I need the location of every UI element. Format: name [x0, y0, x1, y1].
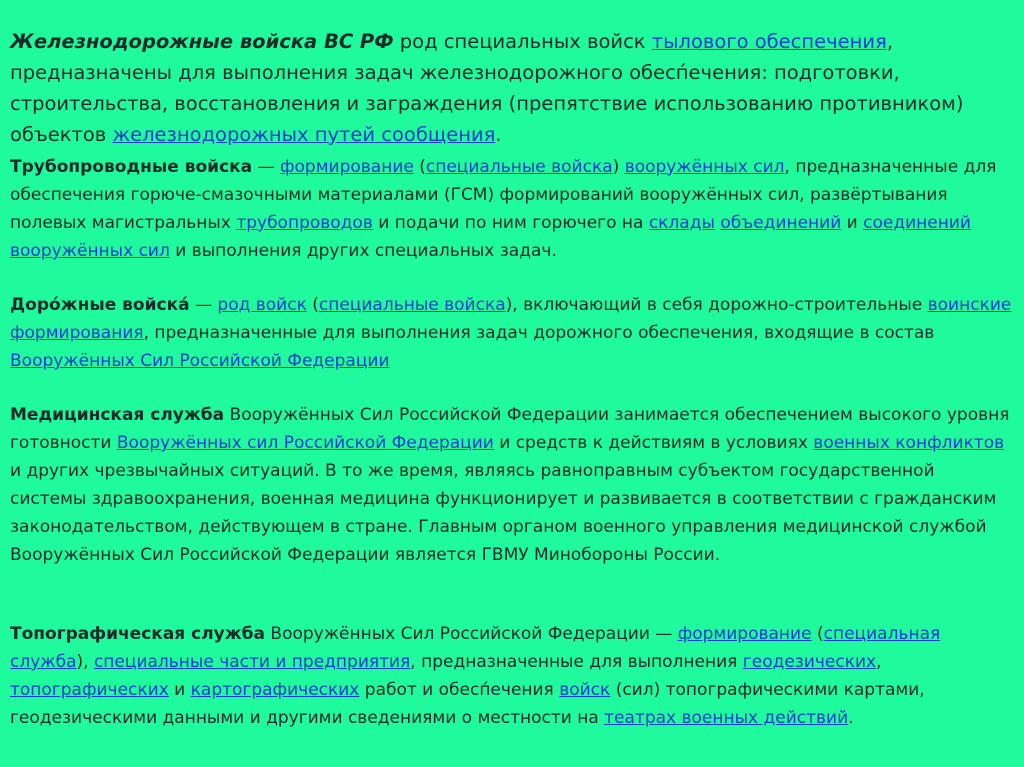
link-military-conflicts[interactable]: военных конфликтов: [813, 433, 1005, 453]
text-run: , предназначенные для обеспечения горюче-смазочными материалами (ГСМ) формирований вооружённых сил, развёртывания полевых магистральных: [10, 157, 997, 233]
text-run: (сил) топографическими картами, геодезическими данными и другими сведениями о местности на: [10, 680, 925, 728]
link-railway-routes[interactable]: железнодорожных путей сообщения: [112, 123, 496, 146]
text-run: .: [848, 708, 854, 728]
text-run: ), включающий в себя дорожно-строительные: [505, 295, 928, 315]
text-run: , предназначенные для выполнения: [410, 652, 743, 672]
link-branch-of-troops[interactable]: род войск: [217, 295, 307, 315]
term-medical-service: Медицинская служба: [10, 405, 225, 425]
text-run: и: [168, 680, 191, 700]
paragraph-topographic-service: [10, 620, 1015, 732]
link-cartographic[interactable]: картографических: [190, 680, 360, 700]
text-run: Вооружённых Сил Российской Федерации занимается обеспечением высокого уровня готовности: [10, 405, 1010, 453]
link-topographic[interactable]: топографических: [10, 680, 169, 700]
link-formation[interactable]: формирование: [279, 157, 414, 177]
link-russian-armed-forces-2[interactable]: Вооружённых сил Российской Федерации: [116, 433, 494, 453]
term-pipeline-troops: Трубопроводные войска: [10, 157, 253, 177]
text-run: ,: [876, 652, 882, 672]
link-associations[interactable]: объединений: [720, 213, 842, 233]
link-military-formations[interactable]: воинские формирования: [10, 295, 1012, 343]
text-run: ): [612, 157, 625, 177]
text-run: (: [811, 624, 824, 644]
term-road-troops: Доро́жные войска́: [10, 295, 190, 315]
text-run: Вооружённых Сил Российской Федерации —: [265, 624, 678, 644]
text-run: (: [306, 295, 319, 315]
text-run: и других чрезвычайных ситуаций. В то же время, являясь равноправным субъектом государственной системы здравоохранения, военная медицина функционирует и развивается в соответствии с гражданским законодательством, действующем в стране. Главным органом военного управления медицинской службой Вооружённых Сил Российской Федерации является ГВМУ Минобороны России.: [10, 461, 997, 565]
link-rear-support[interactable]: тылового обеспечения: [651, 30, 887, 53]
link-special-troops-2[interactable]: специальные войска: [318, 295, 506, 315]
text-run: и средств к действиям в условиях: [493, 433, 814, 453]
link-units[interactable]: соединений: [863, 213, 971, 233]
paragraph-railway-troops: [10, 26, 1010, 150]
link-special-troops[interactable]: специальные войска: [425, 157, 613, 177]
text-run: и: [841, 213, 864, 233]
link-special-units[interactable]: специальные части и предприятия: [93, 652, 411, 672]
link-geodetic[interactable]: геодезических: [742, 652, 877, 672]
text-run: .: [495, 123, 502, 146]
link-warehouses[interactable]: склады: [648, 213, 715, 233]
link-formation-2[interactable]: формирование: [677, 624, 812, 644]
text-run: , предназначенные для выполнения задач дорожного обеспечения, входящие в состав: [143, 323, 935, 343]
paragraph-medical-service: [10, 401, 1015, 569]
link-troops[interactable]: войск: [559, 680, 611, 700]
link-russian-armed-forces[interactable]: Вооружённых Сил Российской Федерации: [10, 351, 390, 371]
text-run: и подачи по ним горючего на: [372, 213, 649, 233]
text-run: —: [252, 157, 280, 177]
link-armed-forces-2[interactable]: вооружённых сил: [10, 241, 170, 261]
paragraph-road-troops: [10, 291, 1015, 375]
term-topographic-service: Топографическая служба: [10, 624, 265, 644]
text-run: (: [413, 157, 426, 177]
link-theaters-of-war[interactable]: театрах военных действий: [604, 708, 849, 728]
text-run: род специальных войск: [393, 30, 652, 53]
paragraph-pipeline-troops: [10, 153, 1015, 265]
text-run: и выполнения других специальных задач.: [169, 241, 557, 261]
text-run: —: [189, 295, 218, 315]
link-pipelines[interactable]: трубопроводов: [236, 213, 373, 233]
text-run: ),: [76, 652, 94, 672]
link-armed-forces[interactable]: вооружённых сил: [624, 157, 785, 177]
text-run: работ и обесп́ечения: [359, 680, 560, 700]
link-special-service[interactable]: специальная служба: [10, 624, 941, 672]
term-railway-troops: Железнодорожные войска ВС РФ: [10, 30, 394, 53]
text-run: , предназначены для выполнения задач железнодорожного обесп́ечения: подготовки, строительства, восстановления и заграждения (препятствие использованию противником) объектов: [10, 30, 964, 146]
